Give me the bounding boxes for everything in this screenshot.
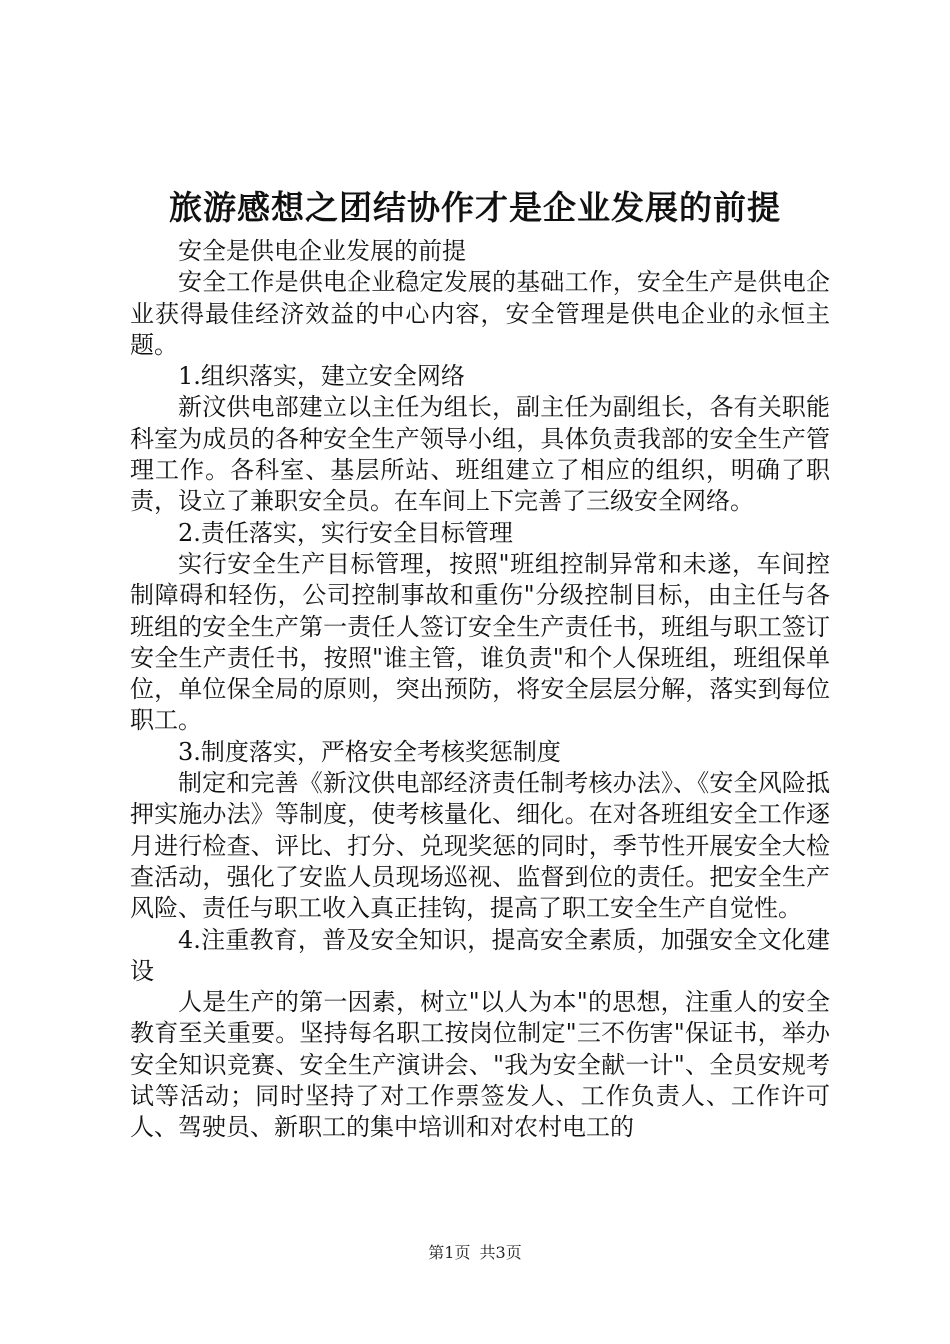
document-body bbox=[130, 236, 830, 1144]
paragraph: 制定和完善《新汶供电部经济责任制考核办法》、《安全风险抵押实施办法》等制度，使考核量化、细化。在对各班组安全工作逐月进行检查、评比、打分、兑现奖惩的同时，季节性开展安全大检查活动，强化了安监人员现场巡视、监督到位的责任。把安全生产风险、责任与职工收入真正挂钩，提高了职工安全生产自觉性。 bbox=[130, 769, 830, 923]
paragraph: 安全是供电企业发展的前提 bbox=[178, 237, 466, 265]
paragraph: 安全工作是供电企业稳定发展的基础工作，安全生产是供电企业获得最佳经济效益的中心内容，安全管理是供电企业的永恒主题。 bbox=[130, 268, 830, 359]
section-heading: 2.责任落实，实行安全目标管理 bbox=[178, 518, 513, 547]
page-total: 共3页 bbox=[479, 1243, 522, 1262]
paragraph: 新汶供电部建立以主任为组长，副主任为副组长，各有关职能科室为成员的各种安全生产领导小组，具体负责我部的安全生产管理工作。各科室、基层所站、班组建立了相应的组织，明确了职责，设立了兼职安全员。在车间上下完善了三级安全网络。 bbox=[130, 393, 830, 516]
section-heading: 3.制度落实，严格安全考核奖惩制度 bbox=[178, 737, 561, 766]
paragraph: 人是生产的第一因素，树立"以人为本"的思想，注重人的安全教育至关重要。坚持每名职工按岗位制定"三不伤害"保证书，举办安全知识竞赛、安全生产演讲会、"我为安全献一计"、全员安规考试等活动；同时坚持了对工作票签发人、工作负责人、工作许可人、驾驶员、新职工的集中培训和对农村电工的 bbox=[130, 988, 830, 1142]
section-heading: 4.注重教育，普及安全知识，提高安全素质，加强安全文化建设 bbox=[130, 925, 830, 985]
page-footer bbox=[0, 1243, 950, 1263]
paragraph: 实行安全生产目标管理，按照"班组控制异常和未遂，车间控制障碍和轻伤，公司控制事故和重伤"分级控制目标，由主任与各班组的安全生产第一责任人签订安全生产责任书，班组与职工签订安全生产责任书，按照"谁主管，谁负责"和个人保班组，班组保单位，单位保全局的原则，突出预防，将安全层层分解，落实到每位职工。 bbox=[130, 549, 830, 735]
section-heading: 1.组织落实，建立安全网络 bbox=[178, 362, 465, 391]
document-title: 旅游感想之团结协作才是企业发展的前提 bbox=[169, 188, 781, 227]
page-number: 第1页 bbox=[428, 1243, 471, 1262]
